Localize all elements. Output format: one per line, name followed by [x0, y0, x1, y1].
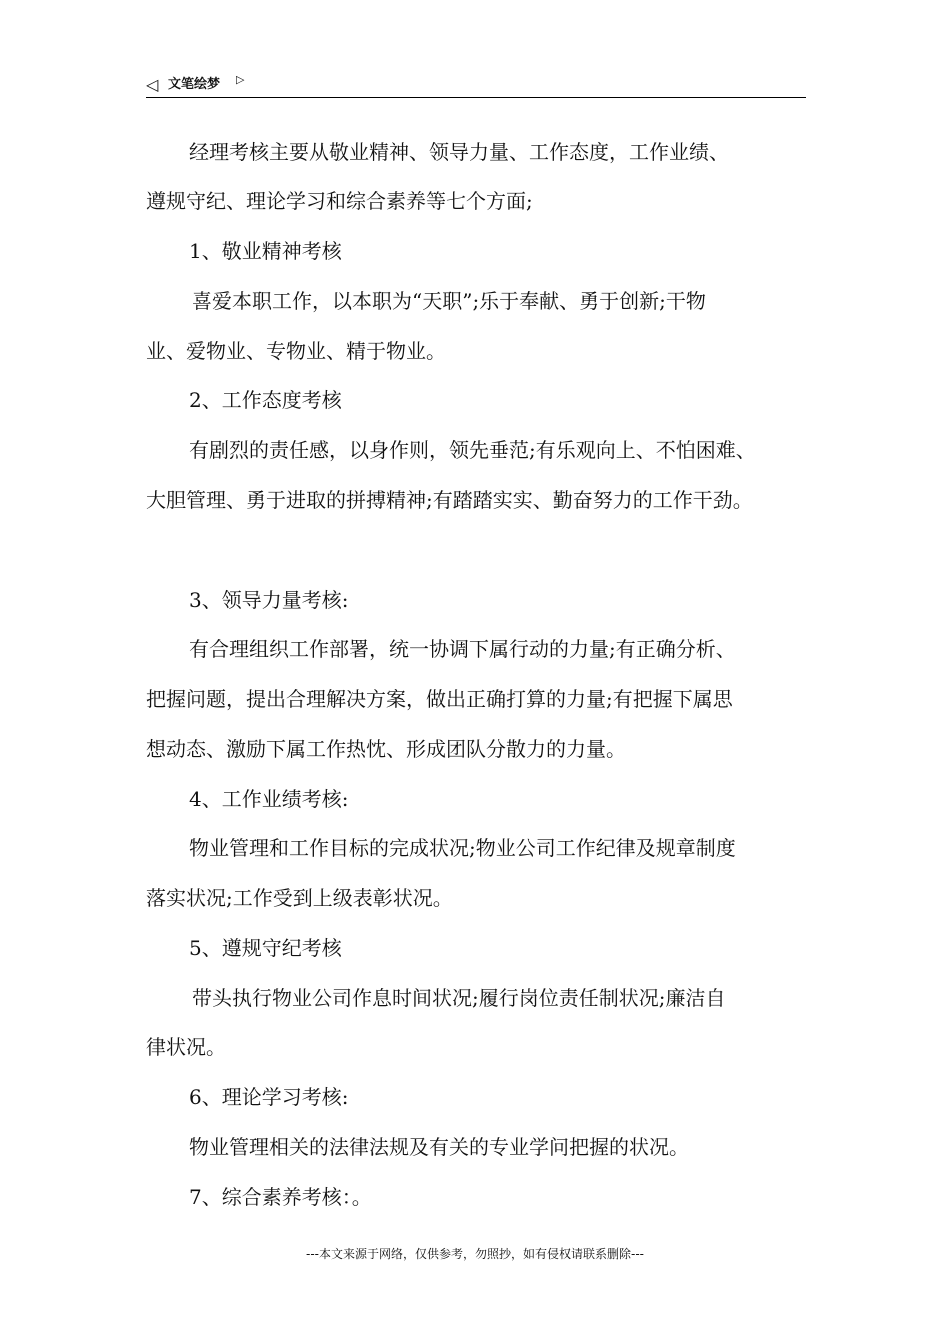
section-heading: 7、综合素养考核：。 [189, 1185, 372, 1209]
body-line: 带头执行物业公司作息时间状况;履行岗位责任制状况;廉洁自 [192, 986, 726, 1010]
header-divider [146, 97, 806, 98]
section-heading: 1、敬业精神考核 [189, 239, 342, 263]
body-line: 律状况。 [146, 1035, 226, 1059]
triangle-left-icon: ◁ [146, 75, 159, 94]
body-line: 有合理组织工作部署，统一协调下属行动的力量;有正确分析、 [189, 637, 736, 661]
section-heading: 3、领导力量考核: [189, 588, 349, 612]
body-line: 喜爱本职工作，以本职为“天职”;乐于奉献、勇于创新;干物 [192, 289, 706, 313]
body-line: 物业管理和工作目标的完成状况;物业公司工作纪律及规章制度 [189, 836, 736, 860]
body-line: 经理考核主要从敬业精神、领导力量、工作态度，工作业绩、 [189, 140, 729, 164]
body-line: 落实状况;工作受到上级表彰状况。 [146, 886, 453, 910]
section-heading: 5、遵规守纪考核 [189, 936, 342, 960]
body-line: 有剧烈的责任感，以身作则，领先垂范;有乐观向上、不怕困难、 [189, 438, 756, 462]
section-heading: 4、工作业绩考核: [189, 787, 349, 811]
body-line: 想动态、激励下属工作热忱、形成团队分散力的力量。 [146, 737, 626, 761]
body-line: 把握问题，提出合理解决方案，做出正确打算的力量;有把握下属思 [146, 687, 733, 711]
header-title: 文笔绘梦 [168, 77, 221, 92]
section-heading: 2、工作态度考核 [189, 388, 342, 412]
body-line: 遵规守纪、理论学习和综合素养等七个方面; [146, 189, 533, 213]
triangle-right-icon: ▷ [236, 73, 245, 86]
page-header [146, 73, 806, 97]
body-line: 业、爱物业、专物业、精于物业。 [146, 339, 446, 363]
body-line: 大胆管理、勇于进取的拼搏精神;有踏踏实实、勤奋努力的工作干劲。 [146, 488, 753, 512]
page-footer: ---本文来源于网络，仅供参考，勿照抄，如有侵权请联系删除--- [306, 1247, 644, 1261]
body-line: 物业管理相关的法律法规及有关的专业学问把握的状况。 [189, 1135, 689, 1159]
section-heading: 6、理论学习考核: [189, 1085, 349, 1109]
